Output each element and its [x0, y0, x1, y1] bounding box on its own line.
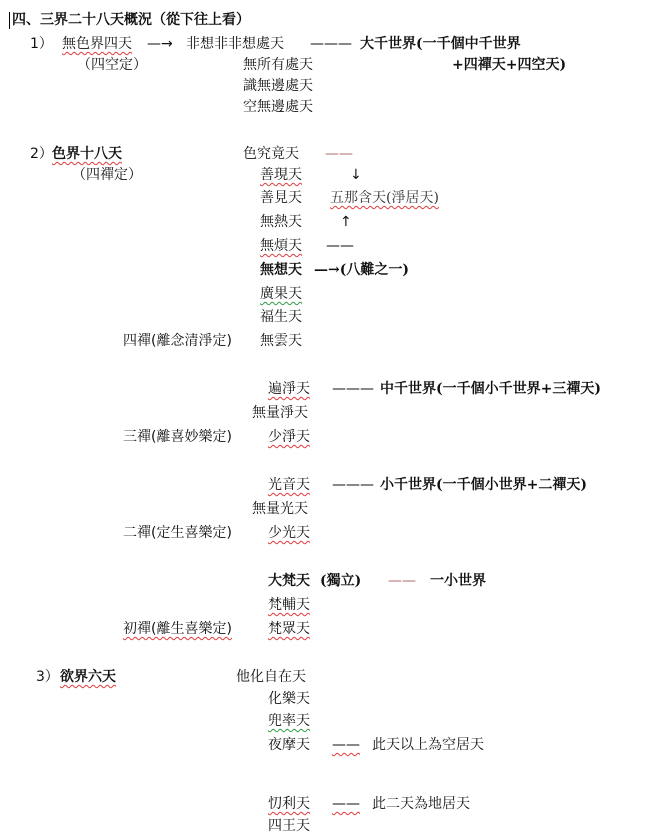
heaven-shi-wu-bian: 識無邊處天 — [243, 78, 313, 94]
heaven-bian-jing: 遍淨天 — [268, 381, 310, 397]
heaven-wu-xiang: 無想天 — [260, 262, 302, 278]
form-realm-label: 色界十八天 — [52, 146, 122, 162]
up-arrow: ↑ — [340, 214, 352, 230]
second-dhyana-label: 二禪(定生喜樂定) — [123, 525, 232, 541]
pure-abode-top-dash: —— — [325, 146, 353, 162]
heaven-fu-sheng: 福生天 — [260, 309, 302, 325]
second-dhyana-note: 小千世界(一千個小世界+二禪天) — [380, 477, 587, 493]
formless-arrow: —→ — [147, 36, 173, 52]
heaven-da-fan: 大梵天 — [268, 573, 310, 589]
heaven-dao-li: 忉利天 — [268, 796, 310, 812]
heaven-shao-guang: 少光天 — [268, 525, 310, 541]
third-dhyana-label: 三禪(離喜妙樂定) — [123, 429, 232, 445]
heaven-guang-yin: 光音天 — [268, 477, 310, 493]
heaven-hua-le: 化樂天 — [268, 691, 310, 707]
text-cursor — [9, 12, 10, 29]
down-arrow: ↓ — [350, 167, 362, 183]
heaven-se-jiu-jing: 色究竟天 — [243, 146, 299, 162]
heaven-wu-suo-you: 無所有處天 — [243, 57, 313, 73]
third-dhyana-note: 中千世界(一千個小千世界+三禪天) — [380, 381, 601, 397]
heaven-ye-mo: 夜摩天 — [268, 737, 310, 753]
pure-abode-label: 五那含天(淨居天) — [330, 190, 439, 206]
space-dwelling-note: 此天以上為空居天 — [372, 737, 484, 753]
space-dwelling-dash: —— — [332, 737, 360, 753]
heaven-dou-shuai: 兜率天 — [268, 713, 310, 729]
formless-realm-label: 無色界四天 — [62, 36, 132, 52]
da-fan-independent-note: (獨立) — [320, 573, 362, 589]
desire-number: 3） — [36, 669, 59, 685]
no-thought-note: —→(八難之一) — [314, 262, 409, 278]
pure-abode-bottom-dash: —— — [326, 238, 354, 254]
formless-samadhi: （四空定） — [77, 57, 147, 73]
heaven-guang-guo: 廣果天 — [260, 286, 302, 302]
formless-note-dash: ——— — [310, 36, 352, 52]
heaven-shan-jian: 善見天 — [260, 190, 302, 206]
heaven-kong-wu-bian: 空無邊處天 — [243, 99, 313, 115]
fourth-dhyana-label: 四禪(離念清淨定) — [123, 333, 232, 349]
form-number: 2） — [30, 146, 53, 162]
second-note-dash: ——— — [332, 477, 374, 493]
formless-note-cont: +四禪天+四空天) — [452, 57, 567, 73]
ground-dwelling-note: 此二天為地居天 — [372, 796, 470, 812]
heaven-fei-xiang: 非想非非想處天 — [186, 36, 284, 52]
first-world-label: 一小世界 — [430, 573, 486, 589]
form-samadhi: （四禪定） — [72, 167, 142, 183]
heaven-si-wang: 四王天 — [268, 818, 310, 834]
ground-dwelling-dash: —— — [332, 796, 360, 812]
first-world-dash: —— — [388, 573, 416, 589]
first-dhyana-label: 初禪(離生喜樂定) — [123, 621, 232, 637]
heaven-fan-zhong: 梵眾天 — [268, 621, 310, 637]
formless-number: 1） — [30, 36, 53, 52]
heaven-wu-re: 無熱天 — [260, 214, 302, 230]
heaven-ta-hua-zi-zai: 他化自在天 — [236, 669, 306, 685]
heaven-wu-liang-guang: 無量光天 — [252, 501, 308, 517]
desire-realm-label: 欲界六天 — [60, 669, 116, 685]
heaven-shan-xian: 善現天 — [260, 167, 302, 183]
page-heading: 四、三界二十八天概況（從下往上看） — [12, 12, 250, 28]
heaven-shao-jing: 少淨天 — [268, 429, 310, 445]
heaven-wu-fan: 無煩天 — [260, 238, 302, 254]
third-note-dash: ——— — [332, 381, 374, 397]
heaven-wu-yun: 無雲天 — [260, 333, 302, 349]
heaven-wu-liang-jing: 無量淨天 — [252, 405, 308, 421]
heaven-fan-fu: 梵輔天 — [268, 597, 310, 613]
formless-note: 大千世界(一千個中千世界 — [360, 36, 521, 52]
